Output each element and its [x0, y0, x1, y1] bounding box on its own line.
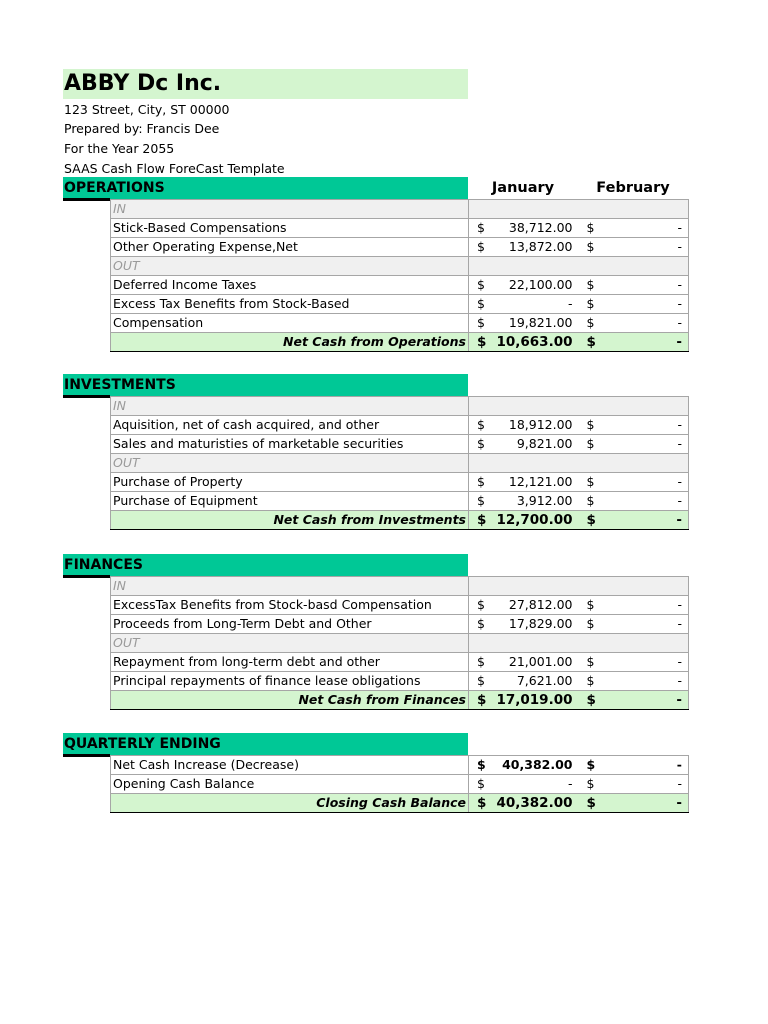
amount: - — [676, 334, 682, 350]
currency-symbol: $ — [477, 512, 487, 528]
february-value-cell[interactable] — [579, 756, 689, 775]
currency-symbol: $ — [477, 692, 487, 708]
row-label-cell[interactable]: Other Operating Expense,Net — [111, 238, 469, 257]
operations-table — [110, 199, 689, 352]
in-subheader-row — [111, 577, 689, 596]
row-label-cell[interactable]: Net Cash from Investments — [111, 511, 469, 530]
amount: - — [677, 673, 682, 688]
currency-symbol: $ — [586, 776, 595, 791]
row-label-cell[interactable]: Purchase of Property — [111, 473, 469, 492]
january-value-cell[interactable] — [469, 473, 579, 492]
amount: 7,621.00 — [516, 673, 573, 688]
currency-symbol: $ — [586, 673, 595, 688]
currency-symbol: $ — [586, 417, 595, 432]
january-value-cell[interactable] — [469, 775, 579, 794]
january-value-cell[interactable] — [469, 691, 579, 710]
amount: - — [677, 239, 682, 254]
currency-symbol: $ — [477, 597, 485, 612]
amount: - — [677, 436, 682, 451]
row-label-cell[interactable]: Stick-Based Compensations — [111, 219, 469, 238]
template-title: SAAS Cash Flow ForeCast Template — [64, 161, 285, 176]
subheader-label-cell[interactable]: OUT — [111, 257, 469, 276]
currency-symbol: $ — [586, 512, 596, 528]
currency-symbol: $ — [477, 795, 487, 811]
amount: - — [676, 692, 682, 708]
january-value-cell[interactable] — [469, 435, 579, 454]
january-value-cell[interactable] — [469, 238, 579, 257]
empty-cell[interactable] — [469, 577, 689, 596]
section-underline — [63, 198, 110, 201]
currency-symbol: $ — [586, 334, 596, 350]
empty-cell[interactable] — [469, 397, 689, 416]
currency-symbol: $ — [477, 493, 485, 508]
investments-table — [110, 396, 689, 530]
in-subheader-row — [111, 200, 689, 219]
row-label-cell[interactable]: Deferred Income Taxes — [111, 276, 469, 295]
amount: - — [676, 795, 682, 811]
subheader-label-cell[interactable]: IN — [111, 200, 469, 219]
amount: 9,821.00 — [516, 436, 573, 451]
amount: - — [676, 757, 682, 772]
february-value-cell[interactable] — [579, 653, 689, 672]
total-row — [111, 794, 689, 813]
subheader-label-cell[interactable]: IN — [111, 577, 469, 596]
amount: - — [677, 220, 682, 235]
table-row — [111, 435, 689, 454]
february-value-cell[interactable] — [579, 596, 689, 615]
company-name: ABBY Dc Inc. — [63, 69, 468, 99]
row-label-cell[interactable]: Repayment from long-term debt and other — [111, 653, 469, 672]
empty-cell[interactable] — [469, 454, 689, 473]
january-value-cell[interactable] — [469, 615, 579, 634]
january-value-cell[interactable] — [469, 756, 579, 775]
february-value-cell[interactable] — [579, 276, 689, 295]
amount: 17,829.00 — [508, 616, 573, 631]
currency-symbol: $ — [477, 616, 485, 631]
february-value-cell[interactable] — [579, 333, 689, 352]
amount: - — [677, 776, 682, 791]
january-value-cell[interactable] — [469, 672, 579, 691]
table-row — [111, 238, 689, 257]
table-row — [111, 492, 689, 511]
amount: 3,912.00 — [516, 493, 573, 508]
currency-symbol: $ — [586, 493, 595, 508]
january-value-cell[interactable] — [469, 314, 579, 333]
table-row — [111, 276, 689, 295]
february-value-cell[interactable] — [579, 794, 689, 813]
subheader-label-cell[interactable]: OUT — [111, 634, 469, 653]
amount: 12,700.00 — [496, 512, 573, 528]
february-value-cell[interactable] — [579, 314, 689, 333]
amount: - — [676, 512, 682, 528]
section-underline — [63, 395, 110, 398]
currency-symbol: $ — [586, 296, 595, 311]
amount: 27,812.00 — [508, 597, 573, 612]
row-label-cell[interactable]: Purchase of Equipment — [111, 492, 469, 511]
currency-symbol: $ — [477, 334, 487, 350]
column-header-january: January — [491, 180, 555, 196]
row-label-cell[interactable]: Excess Tax Benefits from Stock-Based — [111, 295, 469, 314]
amount: 22,100.00 — [508, 277, 573, 292]
currency-symbol: $ — [477, 239, 485, 254]
amount: - — [677, 654, 682, 669]
currency-symbol: $ — [586, 654, 595, 669]
table-row — [111, 473, 689, 492]
section-header-operations: OPERATIONS — [63, 177, 468, 199]
row-label-cell[interactable]: Net Cash from Finances — [111, 691, 469, 710]
empty-cell[interactable] — [469, 200, 689, 219]
section-header-quarterly-ending: QUARTERLY ENDING — [63, 733, 468, 755]
total-row — [111, 333, 689, 352]
row-label-cell[interactable]: Net Cash Increase (Decrease) — [111, 756, 469, 775]
amount: - — [567, 296, 573, 311]
january-value-cell[interactable] — [469, 596, 579, 615]
table-row — [111, 615, 689, 634]
january-value-cell[interactable] — [469, 653, 579, 672]
january-value-cell[interactable] — [469, 276, 579, 295]
section-underline — [63, 575, 110, 578]
subheader-label-cell[interactable]: IN — [111, 397, 469, 416]
currency-symbol: $ — [586, 474, 595, 489]
section-underline — [63, 754, 110, 757]
february-value-cell[interactable] — [579, 473, 689, 492]
table-row — [111, 219, 689, 238]
amount: - — [677, 474, 682, 489]
table-row — [111, 314, 689, 333]
currency-symbol: $ — [586, 795, 596, 811]
currency-symbol: $ — [586, 436, 595, 451]
column-header-february: February — [596, 180, 670, 196]
currency-symbol: $ — [586, 239, 595, 254]
january-value-cell[interactable] — [469, 511, 579, 530]
february-value-cell[interactable] — [579, 511, 689, 530]
february-value-cell[interactable] — [579, 238, 689, 257]
currency-symbol: $ — [477, 277, 485, 292]
section-header-finances: FINANCES — [63, 554, 468, 576]
quarterly-table — [110, 755, 689, 813]
currency-symbol: $ — [586, 616, 595, 631]
amount: - — [567, 776, 573, 791]
out-subheader-row — [111, 454, 689, 473]
february-value-cell[interactable] — [579, 219, 689, 238]
february-value-cell[interactable] — [579, 775, 689, 794]
currency-symbol: $ — [477, 776, 485, 791]
amount: - — [677, 616, 682, 631]
amount: 10,663.00 — [496, 334, 573, 350]
amount: - — [677, 296, 682, 311]
table-row — [111, 596, 689, 615]
currency-symbol: $ — [586, 757, 596, 772]
row-label-cell[interactable]: Closing Cash Balance — [111, 794, 469, 813]
table-row — [111, 653, 689, 672]
table-row — [111, 295, 689, 314]
amount: 18,912.00 — [508, 417, 573, 432]
amount: 38,712.00 — [508, 220, 573, 235]
february-value-cell[interactable] — [579, 672, 689, 691]
table-row — [111, 775, 689, 794]
january-value-cell[interactable] — [469, 492, 579, 511]
february-value-cell[interactable] — [579, 492, 689, 511]
amount: - — [677, 417, 682, 432]
currency-symbol: $ — [477, 436, 485, 451]
out-subheader-row — [111, 257, 689, 276]
february-value-cell[interactable] — [579, 691, 689, 710]
currency-symbol: $ — [586, 597, 595, 612]
section-header-investments: INVESTMENTS — [63, 374, 468, 396]
january-value-cell[interactable] — [469, 295, 579, 314]
row-label-cell[interactable]: ExcessTax Benefits from Stock-basd Compensation — [111, 596, 469, 615]
currency-symbol: $ — [477, 757, 486, 772]
currency-symbol: $ — [477, 315, 485, 330]
total-row — [111, 691, 689, 710]
january-value-cell[interactable] — [469, 416, 579, 435]
february-value-cell[interactable] — [579, 295, 689, 314]
february-value-cell[interactable] — [579, 416, 689, 435]
row-label-cell[interactable]: Compensation — [111, 314, 469, 333]
february-value-cell[interactable] — [579, 435, 689, 454]
currency-symbol: $ — [477, 654, 485, 669]
amount: - — [677, 277, 682, 292]
currency-symbol: $ — [586, 277, 595, 292]
amount: - — [677, 597, 682, 612]
prepared-by: Prepared by: Francis Dee — [64, 121, 220, 136]
amount: 19,821.00 — [508, 315, 573, 330]
january-value-cell[interactable] — [469, 333, 579, 352]
out-subheader-row — [111, 634, 689, 653]
company-address: 123 Street, City, ST 00000 — [64, 102, 230, 117]
row-label-cell[interactable]: Proceeds from Long-Term Debt and Other — [111, 615, 469, 634]
currency-symbol: $ — [586, 315, 595, 330]
amount: 13,872.00 — [508, 239, 573, 254]
row-label-cell[interactable]: Opening Cash Balance — [111, 775, 469, 794]
amount: 40,382.00 — [502, 757, 573, 772]
currency-symbol: $ — [477, 474, 485, 489]
amount: 21,001.00 — [508, 654, 573, 669]
january-value-cell[interactable] — [469, 794, 579, 813]
subheader-label-cell[interactable]: OUT — [111, 454, 469, 473]
amount: 17,019.00 — [496, 692, 573, 708]
amount: 12,121.00 — [508, 474, 573, 489]
currency-symbol: $ — [477, 220, 485, 235]
table-row — [111, 672, 689, 691]
table-row — [111, 756, 689, 775]
currency-symbol: $ — [477, 673, 485, 688]
report-year: For the Year 2055 — [64, 141, 175, 156]
currency-symbol: $ — [586, 220, 595, 235]
finances-table — [110, 576, 689, 710]
empty-cell[interactable] — [469, 257, 689, 276]
row-label-cell[interactable]: Sales and maturisties of marketable securities — [111, 435, 469, 454]
row-label-cell[interactable]: Net Cash from Operations — [111, 333, 469, 352]
table-row — [111, 416, 689, 435]
january-value-cell[interactable] — [469, 219, 579, 238]
row-label-cell[interactable]: Principal repayments of finance lease obligations — [111, 672, 469, 691]
total-row — [111, 511, 689, 530]
currency-symbol: $ — [477, 417, 485, 432]
empty-cell[interactable] — [469, 634, 689, 653]
in-subheader-row — [111, 397, 689, 416]
row-label-cell[interactable]: Aquisition, net of cash acquired, and other — [111, 416, 469, 435]
amount: - — [677, 315, 682, 330]
february-value-cell[interactable] — [579, 615, 689, 634]
amount: - — [677, 493, 682, 508]
currency-symbol: $ — [477, 296, 485, 311]
currency-symbol: $ — [586, 692, 596, 708]
amount: 40,382.00 — [496, 795, 573, 811]
